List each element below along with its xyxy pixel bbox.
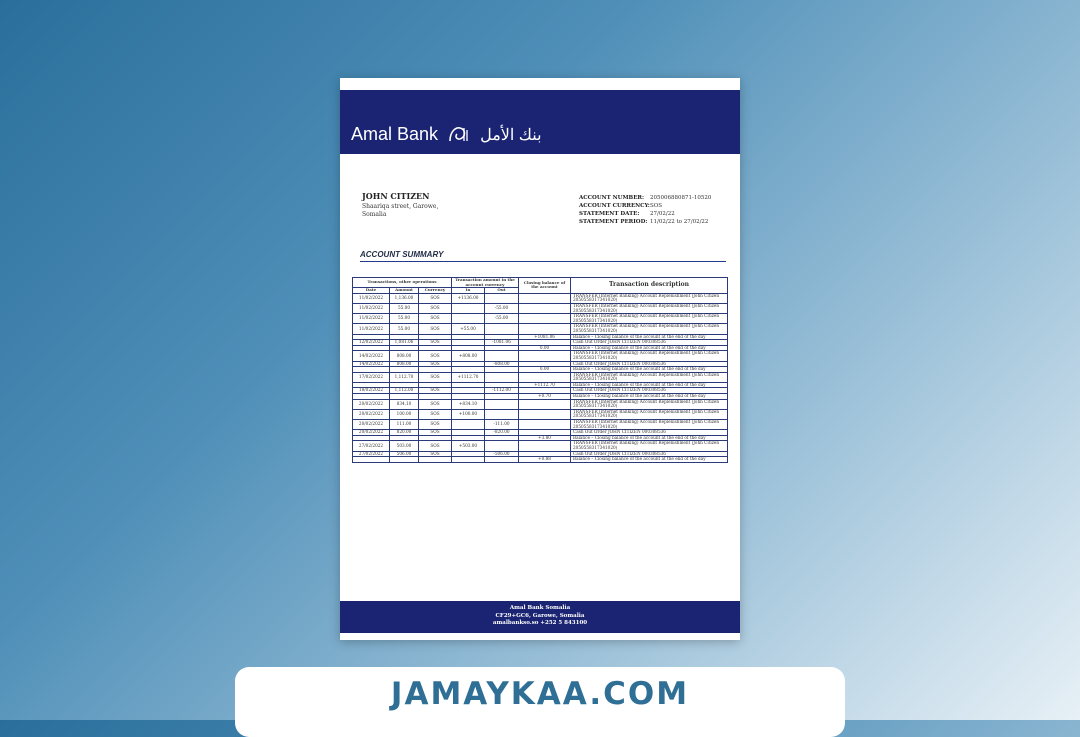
cell-desc: TRANSFER (Internet Banking) Account Replenishment (John Citizen 2050558317341020) (571, 441, 728, 451)
cell-out (485, 324, 519, 334)
cell-date: 14/02/2022 (353, 361, 390, 367)
cell-desc: TRANSFER (Internet Banking) Account Replenishment (John Citizen 2050558317341020) (571, 399, 728, 409)
column-header-in: In (452, 288, 485, 294)
cell-date: 12/02/2022 (353, 340, 390, 346)
cell-closing (519, 372, 571, 382)
amal-bank-logo-icon (447, 125, 469, 143)
table-row (353, 303, 728, 313)
cell-closing: +0.88 (519, 457, 571, 463)
table-row (353, 324, 728, 334)
cell-desc: Cash Out Order JOHN CITIZEN 000308536 (571, 340, 728, 346)
cell-out: -808.00 (485, 361, 519, 367)
account-number: 205006880871-10520 (650, 195, 712, 201)
cell-out: -111.00 (485, 420, 519, 430)
cell-date: 11/02/2022 (353, 303, 390, 313)
cell-date: 17/02/2022 (353, 372, 390, 382)
cell-in: +1136.00 (452, 293, 485, 303)
cell-in: +55.00 (452, 324, 485, 334)
cell-desc: Cash Out Order JOHN CITIZEN 000308536 (571, 430, 728, 436)
cell-currency: SOS (419, 430, 452, 436)
cell-in: +503.00 (452, 441, 485, 451)
cell-closing: 0.00 (519, 345, 571, 351)
transactions-table (352, 277, 728, 463)
customer-name: JOHN CITIZEN (362, 191, 430, 201)
cell-amount: 1,081.06 (390, 340, 419, 346)
transactions-body (353, 293, 728, 462)
cell-in (452, 303, 485, 313)
watermark-banner (235, 667, 845, 737)
cell-in: +808.00 (452, 351, 485, 361)
cell-date: 11/02/2022 (353, 314, 390, 324)
cell-amount (390, 457, 419, 463)
cell-date: 18/02/2022 (353, 388, 390, 394)
table-row (353, 314, 728, 324)
table-row (353, 457, 728, 463)
cell-amount: 820.00 (390, 430, 419, 436)
cell-in (452, 314, 485, 324)
account-number-label: ACCOUNT NUMBER: (579, 195, 644, 201)
cell-amount: 100.00 (390, 409, 419, 419)
cell-out: -820.00 (485, 430, 519, 436)
cell-out: -1081.06 (485, 340, 519, 346)
bank-logo (351, 124, 542, 145)
account-currency: SOS (650, 203, 663, 209)
cell-closing (519, 351, 571, 361)
table-row (353, 399, 728, 409)
cell-out: -506.00 (485, 451, 519, 457)
cell-out (485, 399, 519, 409)
cell-date: 11/02/2022 (353, 324, 390, 334)
account-details (579, 194, 711, 226)
cell-closing (519, 420, 571, 430)
customer-address (362, 203, 472, 219)
cell-amount: 55.00 (390, 314, 419, 324)
cell-currency: SOS (419, 420, 452, 430)
address-line-2: Somalia (362, 211, 387, 218)
table-row (353, 293, 728, 303)
cell-closing (519, 409, 571, 419)
statement-footer (340, 601, 740, 633)
cell-closing (519, 314, 571, 324)
statement-date: 27/02/22 (650, 211, 675, 217)
account-summary-title: ACCOUNT SUMMARY (360, 250, 726, 262)
cell-closing (519, 324, 571, 334)
footer-address: CF29+GC6, Garowe, Somalia (495, 612, 585, 619)
cell-desc: TRANSFER (Internet Banking) Account Replenishment (John Citizen 2050558317341020) (571, 351, 728, 361)
cell-desc: Balance – Closing balance of the account at the end of the day (571, 334, 728, 340)
cell-currency: SOS (419, 361, 452, 367)
cell-desc: TRANSFER (Internet Banking) Account Replenishment (John Citizen 2050558317341020) (571, 303, 728, 313)
cell-in: +834.10 (452, 399, 485, 409)
watermark-text: JAMAYKAA.COM (390, 676, 690, 712)
cell-currency: SOS (419, 324, 452, 334)
cell-date: 27/02/2022 (353, 441, 390, 451)
cell-amount: 808.00 (390, 361, 419, 367)
cell-closing: +1112.70 (519, 382, 571, 388)
cell-date: 11/02/2022 (353, 293, 390, 303)
cell-date: 20/02/2022 (353, 420, 390, 430)
table-row (353, 420, 728, 430)
cell-date: 20/02/2022 (353, 399, 390, 409)
cell-currency (419, 457, 452, 463)
table-row (353, 409, 728, 419)
cell-desc: Balance – Closing balance of the account at the end of the day (571, 382, 728, 388)
group-header-description: Transaction description (571, 278, 728, 294)
statement-period: 11/02/22 to 27/02/22 (650, 219, 709, 225)
cell-currency: SOS (419, 314, 452, 324)
cell-out (485, 457, 519, 463)
cell-closing (519, 441, 571, 451)
cell-out (485, 409, 519, 419)
cell-amount: 506.00 (390, 451, 419, 457)
cell-desc: Balance – Closing balance of the account at the end of the day (571, 345, 728, 351)
cell-in (452, 457, 485, 463)
cell-currency: SOS (419, 351, 452, 361)
cell-currency: SOS (419, 388, 452, 394)
cell-closing (519, 399, 571, 409)
statement-date-label: STATEMENT DATE: (579, 211, 640, 217)
cell-date: 20/02/2022 (353, 430, 390, 436)
cell-in (452, 420, 485, 430)
column-header-date: Date (353, 288, 390, 294)
cell-out: -1112.00 (485, 388, 519, 394)
address-line-1: Shaariqa street, Garowe, (362, 203, 439, 210)
cell-desc: TRANSFER (Internet Banking) Account Replenishment (John Citizen 2050558317341020) (571, 324, 728, 334)
cell-closing: +3.80 (519, 435, 571, 441)
cell-desc: Cash Out Order JOHN CITIZEN 000308536 (571, 451, 728, 457)
cell-desc: TRANSFER (Internet Banking) Account Replenishment (John Citizen 2050558317341020) (571, 314, 728, 324)
cell-out (485, 293, 519, 303)
cell-closing: +0.70 (519, 394, 571, 400)
cell-desc: Balance – Closing balance of the account at the end of the day (571, 435, 728, 441)
cell-date (353, 457, 390, 463)
cell-out (485, 372, 519, 382)
cell-currency: SOS (419, 409, 452, 419)
cell-in: +100.00 (452, 409, 485, 419)
cell-amount: 503.00 (390, 441, 419, 451)
cell-currency: SOS (419, 340, 452, 346)
cell-amount: 111.00 (390, 420, 419, 430)
cell-out (485, 441, 519, 451)
cell-currency: SOS (419, 451, 452, 457)
cell-in: +1112.70 (452, 372, 485, 382)
cell-closing (519, 303, 571, 313)
cell-amount: 1,112.70 (390, 372, 419, 382)
cell-currency: SOS (419, 303, 452, 313)
cell-desc: Cash Out Order JOHN CITIZEN 000308536 (571, 361, 728, 367)
bank-name: Amal Bank (351, 124, 439, 144)
cell-desc: TRANSFER (Internet Banking) Account Replenishment (John Citizen 2050558317341020) (571, 409, 728, 419)
table-row (353, 351, 728, 361)
cell-date: 14/02/2022 (353, 351, 390, 361)
group-header-operations: Transactions, other operations (353, 278, 452, 288)
cell-amount: 55.00 (390, 303, 419, 313)
table-row (353, 441, 728, 451)
cell-desc: Cash Out Order JOHN CITIZEN 000308536 (571, 388, 728, 394)
column-header-amount: Amount (390, 288, 419, 294)
account-currency-label: ACCOUNT CURRENCY: (579, 203, 650, 209)
cell-currency: SOS (419, 399, 452, 409)
cell-amount: 834.10 (390, 399, 419, 409)
column-header-out: Out (485, 288, 519, 294)
cell-out: -55.00 (485, 303, 519, 313)
cell-amount: 1,136.00 (390, 293, 419, 303)
cell-closing (519, 293, 571, 303)
cell-currency: SOS (419, 372, 452, 382)
cell-desc: TRANSFER (Internet Banking) Account Replenishment (John Citizen 2050558317341020) (571, 372, 728, 382)
cell-desc: Balance – Closing balance of the account at the end of the day (571, 394, 728, 400)
table-row (353, 372, 728, 382)
cell-amount: 808.00 (390, 351, 419, 361)
cell-date: 20/02/2022 (353, 409, 390, 419)
statement-page (340, 78, 740, 640)
cell-out (485, 351, 519, 361)
cell-currency: SOS (419, 441, 452, 451)
cell-desc: Balance – Closing balance of the account at the end of the day (571, 367, 728, 373)
cell-currency: SOS (419, 293, 452, 303)
cell-desc: Balance – Closing balance of the account at the end of the day (571, 457, 728, 463)
group-header-closing: Closing balance of the account (519, 278, 571, 294)
cell-closing: 0.00 (519, 367, 571, 373)
cell-desc: TRANSFER (Internet Banking) Account Replenishment (John Citizen 2050558317341020) (571, 293, 728, 303)
cell-out: -55.00 (485, 314, 519, 324)
footer-bank-name: Amal Bank Somalia (509, 605, 571, 611)
group-header-amount: Transaction amount in the account currency (452, 278, 519, 288)
footer-contact: amalbankso.so +252 5 843100 (492, 620, 588, 626)
cell-date: 27/02/2022 (353, 451, 390, 457)
cell-amount: 1,112.00 (390, 388, 419, 394)
cell-amount: 55.00 (390, 324, 419, 334)
column-header-currency: Currency (419, 288, 452, 294)
statement-header (340, 90, 740, 154)
cell-desc: TRANSFER (Internet Banking) Account Replenishment (John Citizen 2050558317341020) (571, 420, 728, 430)
cell-closing: +1081.06 (519, 334, 571, 340)
statement-period-label: STATEMENT PERIOD: (579, 219, 648, 225)
bank-name-arabic: بنك الأمل (480, 127, 542, 144)
